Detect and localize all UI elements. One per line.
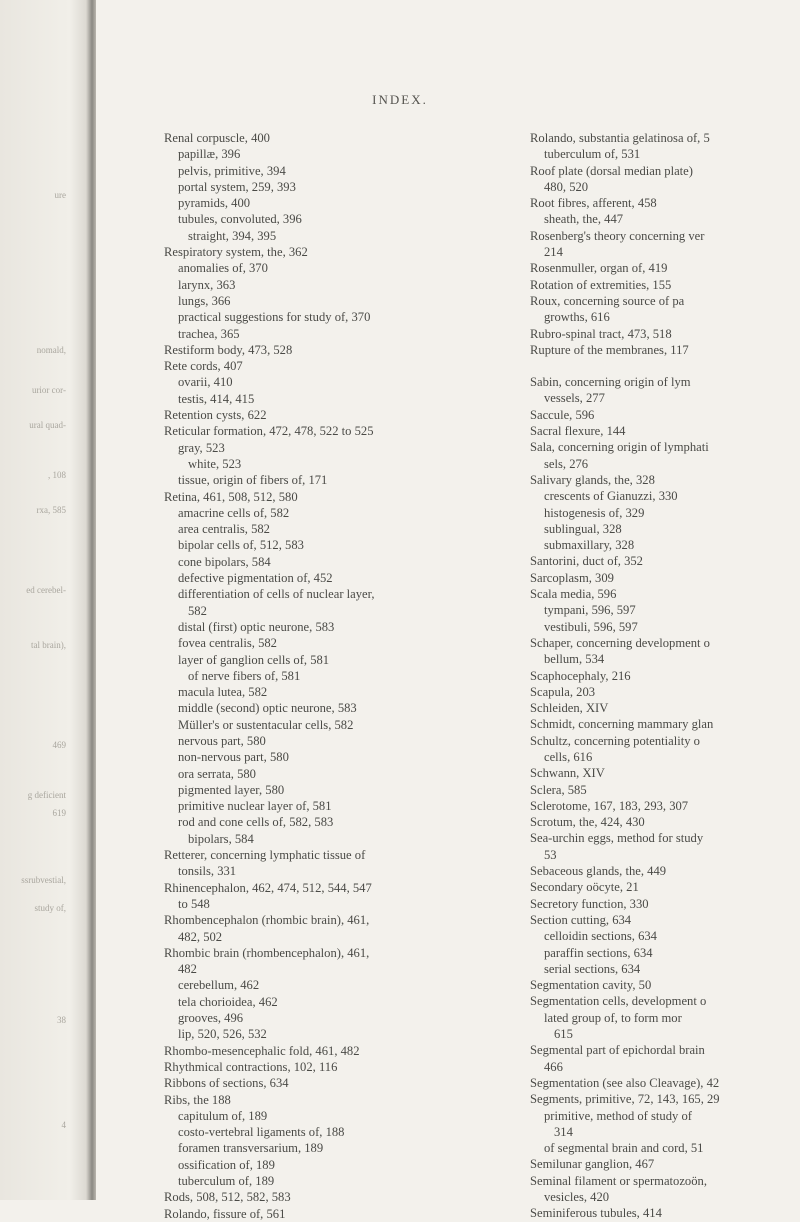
margin-bleed-fragment: 619 — [52, 808, 66, 818]
index-entry-continuation: cells, 616 — [544, 749, 593, 764]
index-entry — [164, 814, 514, 830]
index-entry — [530, 602, 800, 618]
index-entry-continuation: tonsils, 331 — [178, 864, 237, 879]
index-entry — [164, 228, 514, 244]
index-entry-text: Scaphocephaly, 216 — [530, 668, 631, 683]
index-entry-text: Scapula, 203 — [530, 684, 596, 699]
index-entry-text: tympani, 596, 597 — [544, 603, 636, 618]
index-entry — [164, 586, 514, 619]
index-entry-text: tela chorioidea, 462 — [178, 994, 278, 1009]
index-entry-text: tuberculum of, 531 — [544, 147, 641, 162]
index-entry-continuation: lated group of, to form mor — [544, 1010, 682, 1025]
index-entry-text: Ribs, the 188 — [164, 1092, 231, 1107]
index-entry-text: 615 — [554, 1027, 573, 1042]
index-entry — [530, 146, 800, 162]
index-entry — [530, 863, 800, 879]
index-entry — [164, 456, 514, 472]
index-entry-text: white, 523 — [188, 456, 242, 471]
index-entry-text: vesicles, 420 — [544, 1190, 610, 1204]
index-entry — [164, 1189, 514, 1205]
index-entry — [164, 146, 514, 162]
index-entry-text: bipolars, 584 — [188, 831, 254, 846]
index-entry-text: differentiation of cells of nuclear layer, — [178, 587, 375, 602]
index-entry — [164, 440, 514, 456]
index-entry — [530, 1075, 800, 1091]
index-entry-text: Schultz, concerning potentiality o — [530, 733, 700, 748]
index-column-left — [164, 130, 514, 1222]
index-entry-continuation: bellum, 534 — [544, 652, 605, 667]
margin-bleed-fragment: g deficient — [27, 790, 66, 800]
index-entry-text: Sclerotome, 167, 183, 293, 307 — [530, 798, 689, 813]
index-entry-text: nervous part, 580 — [178, 733, 266, 748]
index-entry-text: Sala, concerning origin of lymphati — [530, 440, 709, 455]
index-entry — [164, 537, 514, 553]
index-entry-text: Sabin, concerning origin of lym — [530, 375, 691, 390]
index-entry — [530, 1108, 800, 1141]
index-entry-text: gray, 523 — [178, 440, 225, 455]
index-entry — [164, 130, 514, 146]
index-entry-text: larynx, 363 — [178, 277, 236, 292]
index-entry — [164, 912, 514, 945]
index-entry-continuation: to 548 — [178, 896, 210, 911]
index-entry-text: bipolar cells of, 512, 583 — [178, 538, 304, 553]
index-entry-text: Retterer, concerning lymphatic tissue of — [164, 848, 366, 863]
index-entry-text: Rete cords, 407 — [164, 359, 243, 374]
index-entry — [164, 407, 514, 423]
margin-bleed-fragment: 4 — [61, 1120, 66, 1130]
index-entry-text: Sarcoplasm, 309 — [530, 570, 614, 585]
index-entry-text: Rhombic brain (rhombencephalon), 461, — [164, 945, 370, 960]
index-entry — [530, 977, 800, 993]
index-entry — [530, 684, 800, 700]
index-entry — [530, 993, 800, 1026]
index-entry — [530, 553, 800, 569]
index-entry — [164, 1206, 514, 1222]
index-entry-text: Rosenberg's theory concerning ver — [530, 228, 705, 243]
index-entry — [164, 358, 514, 374]
index-entry-text: primitive nuclear layer of, 581 — [178, 799, 332, 814]
index-entry — [530, 1140, 800, 1156]
margin-bleed-fragment: , 108 — [48, 470, 66, 480]
margin-bleed-fragment: tal brain), — [31, 640, 66, 650]
index-entry — [164, 211, 514, 227]
index-entry-text: Sea-urchin eggs, method for study — [530, 831, 704, 846]
index-entry-text: capitulum of, 189 — [178, 1108, 268, 1123]
index-entry-text: ora serrata, 580 — [178, 766, 256, 781]
index-entry — [164, 554, 514, 570]
index-entry — [164, 342, 514, 358]
index-entry — [164, 717, 514, 733]
index-entry — [530, 798, 800, 814]
index-entry-continuation: 482 — [178, 962, 197, 977]
index-column-right — [530, 130, 800, 1222]
index-entry — [164, 782, 514, 798]
index-entry-text: Schleiden, XIV — [530, 701, 609, 716]
index-entry — [530, 570, 800, 586]
index-entry-text: trachea, 365 — [178, 326, 240, 341]
index-entry-text: Segmentation cells, development o — [530, 994, 707, 1009]
index-entry-text: Roux, concerning source of pa — [530, 293, 685, 308]
index-entry-text: tuberculum of, 189 — [178, 1174, 275, 1188]
index-entry-text: amacrine cells of, 582 — [178, 505, 290, 520]
index-entry — [164, 260, 514, 276]
index-entry — [164, 391, 514, 407]
index-entry — [530, 163, 800, 196]
index-entry — [530, 765, 800, 781]
index-entry-text: Rhythmical contractions, 102, 116 — [164, 1059, 338, 1074]
index-entry — [530, 374, 800, 407]
index-entry — [530, 928, 800, 944]
index-entry-continuation: 53 — [544, 847, 557, 862]
index-entry-text: fovea centralis, 582 — [178, 636, 277, 651]
index-entry-text: serial sections, 634 — [544, 961, 641, 976]
index-entry — [530, 1026, 800, 1042]
index-entry — [164, 163, 514, 179]
index-entry — [164, 277, 514, 293]
index-entry-text: cerebellum, 462 — [178, 978, 260, 993]
index-entry-text: sublingual, 328 — [544, 521, 622, 536]
index-entry-text: Santorini, duct of, 352 — [530, 554, 643, 569]
index-entry — [530, 505, 800, 521]
index-entry-text: of nerve fibers of, 581 — [188, 668, 301, 683]
index-entry-continuation: growths, 616 — [544, 310, 610, 325]
index-entry-text: Rods, 508, 512, 582, 583 — [164, 1190, 291, 1205]
index-entry-text: primitive, method of study of — [544, 1108, 692, 1123]
index-entry-text: crescents of Gianuzzi, 330 — [544, 489, 678, 504]
index-entry-text: Ribbons of sections, 634 — [164, 1076, 289, 1091]
index-entry-text: straight, 394, 395 — [188, 228, 277, 243]
index-entry — [530, 423, 800, 439]
index-entry-text: non-nervous part, 580 — [178, 750, 289, 765]
index-entry-text: Segmentation (see also Cleavage), 42 — [530, 1075, 720, 1090]
index-entry — [164, 374, 514, 390]
index-entry — [530, 1205, 800, 1221]
index-entry — [164, 489, 514, 505]
index-entry-text: practical suggestions for study of, 370 — [178, 310, 371, 325]
index-entry-continuation: sels, 276 — [544, 456, 589, 471]
index-entry — [164, 1108, 514, 1124]
index-entry-text: submaxillary, 328 — [544, 538, 635, 553]
index-entry-text: Reticular formation, 472, 478, 522 to 525 — [164, 424, 374, 439]
index-entry — [530, 1091, 800, 1107]
margin-bleed-fragment: nomald, — [36, 345, 66, 355]
index-entry — [530, 1156, 800, 1172]
index-entry — [164, 668, 514, 684]
index-entry-text: Seminal filament or spermatozoön, — [530, 1173, 707, 1188]
index-entry — [164, 1173, 514, 1189]
index-entry — [164, 1092, 514, 1108]
index-entry — [530, 814, 800, 830]
index-entry-text: Rhombencephalon (rhombic brain), 461, — [164, 913, 370, 928]
index-entry — [530, 782, 800, 798]
index-entry — [164, 1043, 514, 1059]
page-title: INDEX. — [372, 92, 428, 107]
index-entry — [530, 619, 800, 635]
index-entry-text: defective pigmentation of, 452 — [178, 571, 333, 586]
index-entry — [164, 309, 514, 325]
index-entry-continuation: 480, 520 — [544, 179, 589, 194]
index-entry — [530, 407, 800, 423]
index-entry-text: area centralis, 582 — [178, 522, 270, 537]
index-entry-text: Retention cysts, 622 — [164, 408, 267, 423]
index-entry-text: Secretory function, 330 — [530, 896, 649, 911]
index-entry-continuation: 482, 502 — [178, 929, 223, 944]
index-entry-text: Rolando, fissure of, 561 — [164, 1206, 286, 1221]
index-entry-text: grooves, 496 — [178, 1011, 244, 1026]
index-entry-text: ovarii, 410 — [178, 375, 233, 390]
index-entry-text: paraffin sections, 634 — [544, 945, 653, 960]
index-entry-text: pelvis, primitive, 394 — [178, 163, 286, 178]
index-entry-text: Segments, primitive, 72, 143, 165, 29 — [530, 1092, 720, 1107]
index-entry — [164, 505, 514, 521]
index-entry — [164, 1010, 514, 1026]
index-entry-text: of segmental brain and cord, 51 — [544, 1141, 704, 1156]
index-entry-text: cone bipolars, 584 — [178, 554, 271, 569]
index-entry-text: foramen transversarium, 189 — [178, 1141, 324, 1156]
index-entry-text: Schaper, concerning development o — [530, 635, 710, 650]
index-entry — [530, 700, 800, 716]
index-entry-text: anomalies of, 370 — [178, 261, 268, 276]
index-entry — [164, 749, 514, 765]
index-entry — [164, 521, 514, 537]
index-entry — [164, 293, 514, 309]
index-entry — [530, 326, 800, 342]
index-entry — [164, 635, 514, 651]
index-entry — [164, 472, 514, 488]
index-entry — [530, 896, 800, 912]
index-entry — [164, 977, 514, 993]
index-entry — [164, 880, 514, 913]
margin-bleed-fragment: ed cerebel- — [26, 585, 66, 595]
index-entry — [530, 586, 800, 602]
index-entry-text: Renal corpuscle, 400 — [164, 131, 270, 145]
index-entry-text: portal system, 259, 393 — [178, 179, 296, 194]
index-entry-text: Rupture of the membranes, 117 — [530, 342, 689, 357]
index-entry — [530, 668, 800, 684]
index-entry-continuation: vessels, 277 — [544, 391, 605, 406]
index-entry — [164, 179, 514, 195]
index-entry — [530, 488, 800, 504]
index-entry — [530, 277, 800, 293]
index-entry-text: distal (first) optic neurone, 583 — [178, 619, 335, 634]
index-entry — [530, 912, 800, 928]
index-entry-text: pyramids, 400 — [178, 196, 251, 211]
index-entry — [530, 537, 800, 553]
index-entry — [530, 521, 800, 537]
index-entry-text: Schwann, XIV — [530, 766, 605, 781]
margin-bleed-fragment: study of, — [34, 903, 66, 913]
index-entry-text: Schmidt, concerning mammary glan — [530, 717, 714, 732]
index-entry — [530, 716, 800, 732]
margin-bleed-fragment: ssrubvestial, — [21, 875, 66, 885]
index-entry — [164, 1157, 514, 1173]
index-entry — [530, 945, 800, 961]
margin-bleed-fragment: urior cor- — [31, 385, 66, 395]
index-entry — [164, 619, 514, 635]
index-entry-continuation: 466 — [544, 1059, 563, 1074]
index-entry — [530, 130, 800, 146]
index-entry — [164, 195, 514, 211]
index-entry — [530, 472, 800, 488]
index-entry-text: Seminiferous tubules, 414 — [530, 1206, 662, 1221]
index-entry-text: pigmented layer, 580 — [178, 782, 285, 797]
index-entry-text: Restiform body, 473, 528 — [164, 342, 293, 357]
index-entry-text: Müller's or sustentacular cells, 582 — [178, 717, 354, 732]
index-entry-text: Rubro-spinal tract, 473, 518 — [530, 326, 672, 341]
index-entry — [530, 342, 800, 358]
index-entry-text: costo-vertebral ligaments of, 188 — [178, 1125, 345, 1140]
index-entry-text: histogenesis of, 329 — [544, 505, 645, 520]
index-entry — [530, 879, 800, 895]
index-entry — [164, 798, 514, 814]
index-entry — [530, 260, 800, 276]
index-entry-text: tubules, convoluted, 396 — [178, 212, 302, 227]
index-entry-text: Sebaceous glands, the, 449 — [530, 864, 667, 879]
index-entry-text: lip, 520, 526, 532 — [178, 1027, 267, 1042]
index-entry-text: Respiratory system, the, 362 — [164, 245, 308, 260]
index-entry — [164, 684, 514, 700]
index-entry-text: Secondary oöcyte, 21 — [530, 880, 639, 895]
index-entry-text: layer of ganglion cells of, 581 — [178, 652, 330, 667]
index-entry — [164, 244, 514, 260]
index-entry — [164, 700, 514, 716]
index-entry — [530, 635, 800, 668]
index-entry — [530, 961, 800, 977]
index-entry-text: tissue, origin of fibers of, 171 — [178, 473, 328, 488]
index-entry — [530, 195, 800, 211]
index-entry — [164, 326, 514, 342]
index-entry — [530, 830, 800, 863]
margin-bleed-fragment: rxa, 585 — [36, 505, 66, 515]
index-entry-text: ossification of, 189 — [178, 1157, 275, 1172]
index-entry-text: sheath, the, 447 — [544, 212, 624, 227]
index-entry-continuation: 214 — [544, 245, 563, 260]
index-entry-text: Scala media, 596 — [530, 587, 617, 602]
index-entry-text: Retina, 461, 508, 512, 580 — [164, 489, 298, 504]
index-entry — [164, 1124, 514, 1140]
index-entry — [164, 1026, 514, 1042]
index-entry-text: Saccule, 596 — [530, 407, 595, 422]
index-entry — [164, 847, 514, 880]
index-entry — [530, 1189, 800, 1205]
margin-bleed-fragment: ural quad- — [29, 420, 66, 430]
index-entry-text: Rotation of extremities, 155 — [530, 277, 672, 292]
index-entry-text: middle (second) optic neurone, 583 — [178, 701, 357, 716]
index-entry — [164, 570, 514, 586]
index-entry — [164, 1140, 514, 1156]
index-entry-text: Rosenmuller, organ of, 419 — [530, 261, 668, 276]
index-entry-text: lungs, 366 — [178, 293, 231, 308]
index-entry — [530, 439, 800, 472]
index-entry — [530, 1042, 800, 1075]
index-entry — [164, 945, 514, 978]
index-entry — [164, 652, 514, 668]
index-entry-text: Rhinencephalon, 462, 474, 512, 544, 547 — [164, 880, 372, 895]
index-entry-text: Rolando, substantia gelatinosa of, 5 — [530, 131, 710, 145]
index-entry-text: Scrotum, the, 424, 430 — [530, 815, 645, 830]
index-entry-text: Rhombo-mesencephalic fold, 461, 482 — [164, 1043, 360, 1058]
index-entry-text: vestibuli, 596, 597 — [544, 619, 638, 634]
index-entry-text: testis, 414, 415 — [178, 391, 255, 406]
margin-bleed-fragment: ure — [54, 190, 66, 200]
index-entry — [530, 228, 800, 261]
index-entry — [164, 1059, 514, 1075]
index-entry-text: Section cutting, 634 — [530, 912, 632, 927]
index-entry — [530, 293, 800, 326]
index-entry-text: rod and cone cells of, 582, 583 — [178, 815, 334, 830]
index-entry — [164, 423, 514, 439]
index-entry-continuation: 582 — [188, 603, 207, 618]
index-entry-text: papillæ, 396 — [178, 147, 241, 162]
index-entry — [164, 766, 514, 782]
index-entry — [530, 211, 800, 227]
index-entry-text: Segmentation cavity, 50 — [530, 978, 652, 993]
index-entry-text: Sclera, 585 — [530, 782, 587, 797]
index-entry — [164, 831, 514, 847]
index-entry-text: Sacral flexure, 144 — [530, 424, 626, 439]
index-entry — [530, 733, 800, 766]
index-entry-text: macula lutea, 582 — [178, 685, 268, 700]
index-entry-text: Roof plate (dorsal median plate) — [530, 163, 693, 178]
index-entry-text: Root fibres, afferent, 458 — [530, 196, 657, 211]
index-entry-text: Segmental part of epichordal brain — [530, 1043, 705, 1058]
index-entry — [164, 733, 514, 749]
index-entry-text: Semilunar ganglion, 467 — [530, 1157, 655, 1172]
index-entry-continuation: 314 — [554, 1124, 573, 1139]
index-entry-text: celloidin sections, 634 — [544, 929, 657, 944]
margin-bleed-fragment: 38 — [57, 1015, 66, 1025]
index-entry — [164, 994, 514, 1010]
index-entry-text: Salivary glands, the, 328 — [530, 472, 655, 487]
margin-bleed-fragment: 469 — [52, 740, 66, 750]
index-entry — [164, 1075, 514, 1091]
index-entry — [530, 1173, 800, 1189]
